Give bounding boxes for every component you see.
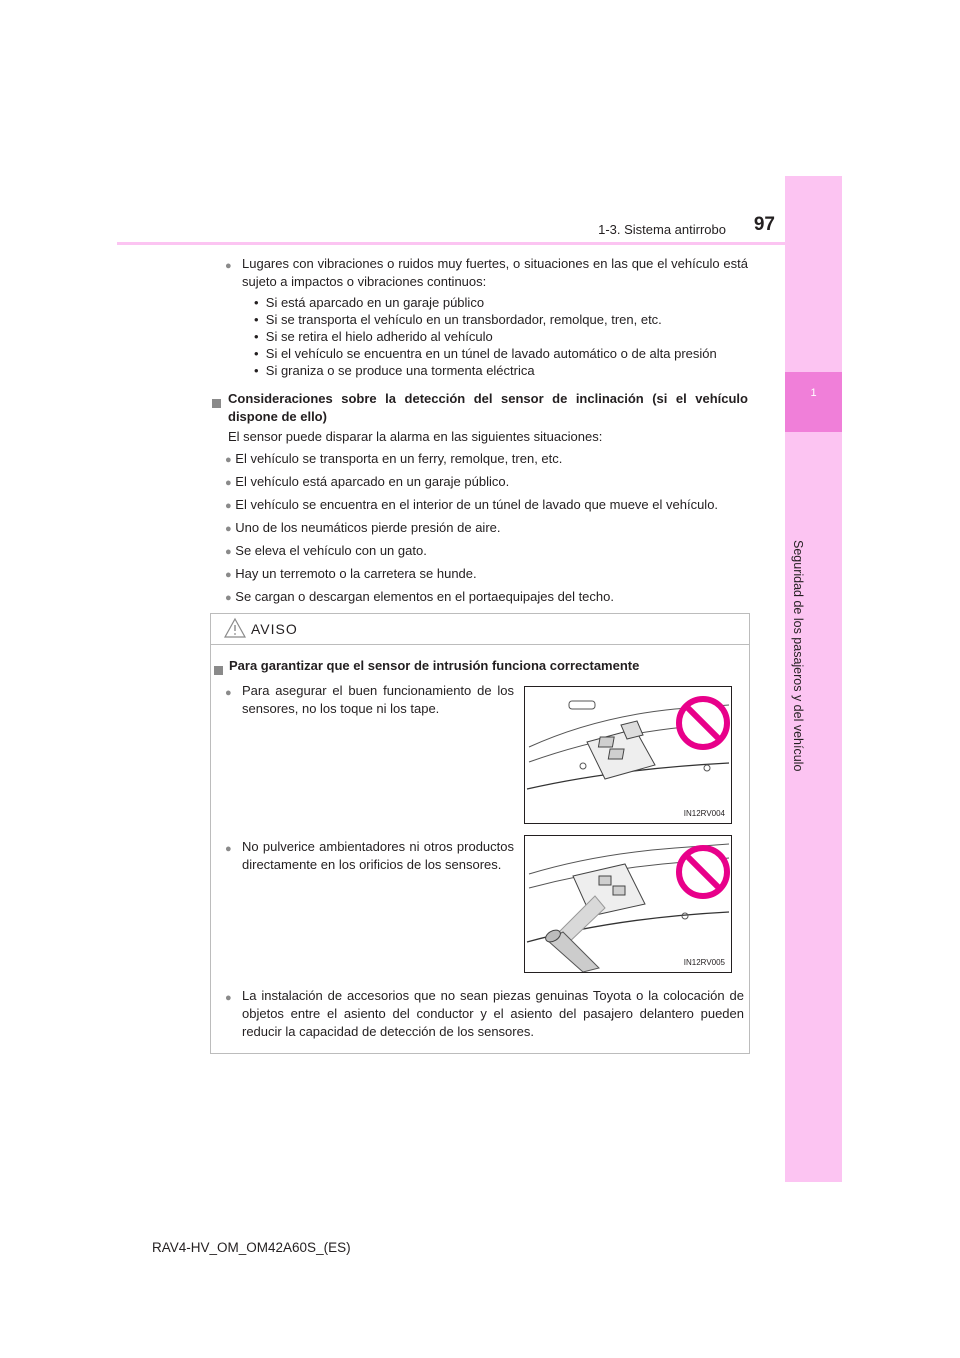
figure-spray: [524, 835, 732, 973]
list-item: • Si está aparcado en un garaje público: [254, 295, 485, 310]
list-item: ● Hay un terremoto o la carretera se hunde.: [225, 566, 477, 581]
heading-square-icon: [212, 395, 221, 413]
chapter-tab: [785, 372, 842, 432]
list-item: ● El vehículo se transporta en un ferry, remolque, tren, etc.: [225, 451, 563, 466]
chapter-number: 1: [810, 387, 817, 399]
sub-list: [254, 294, 754, 379]
prohibition-icon: [675, 695, 731, 751]
list-item: ● Uno de los neumáticos pierde presión de aire.: [225, 520, 501, 535]
list-item: ● Se eleva el vehículo con un gato.: [225, 543, 427, 558]
bullet-icon: ●: [225, 592, 232, 604]
page-number: 97: [753, 214, 775, 235]
list-item: • Si se retira el hielo adherido al vehículo: [254, 329, 493, 344]
bullet-icon: ●: [225, 477, 232, 489]
figure-code: IN12RV004: [683, 809, 725, 818]
bullet-icon: ●: [225, 546, 232, 558]
header-rule: [117, 242, 785, 245]
section-title: 1-3. Sistema antirrobo: [598, 222, 726, 237]
list-item: • Si se transporta el vehículo en un transbordador, remolque, tren, etc.: [254, 312, 662, 327]
warning-title: AVISO: [251, 621, 298, 637]
warning-bullet-3: La instalación de accesorios que no sean piezas genuinas Toyota o la colocación de objetos entre el asiento del conductor y el asiento del pasajero delantero pueden reducir la capacidad de detección de los sensores.: [242, 988, 744, 1039]
tilt-bullet-list: [225, 450, 755, 611]
chapter-title: Seguridad de los pasajeros y del vehículo: [791, 540, 805, 772]
bullet-icon: ●: [225, 843, 232, 855]
document-code: RAV4-HV_OM_OM42A60S_(ES): [152, 1240, 351, 1255]
bullet-icon: ●: [225, 569, 232, 581]
warning-bullet-1: Para asegurar el buen funcionamiento de los sensores, no los toque ni los tape.: [242, 683, 514, 716]
bullet-icon: ●: [225, 454, 232, 466]
figure-code: IN12RV005: [683, 958, 725, 967]
list-item: • Si graniza o se produce una tormenta eléctrica: [254, 363, 535, 378]
list-item: ● El vehículo se encuentra en el interior de un túnel de lavado que mueve el vehículo.: [225, 497, 719, 512]
prohibition-icon: [675, 844, 731, 900]
warning-bullet-2: No pulverice ambientadores ni otros productos directamente en los orificios de los sensores.: [242, 839, 514, 872]
bullet-icon: ●: [225, 523, 232, 535]
tilt-heading: Consideraciones sobre la detección del sensor de inclinación (si el vehículo dispone de ello): [228, 391, 748, 424]
warning-triangle-icon: [224, 617, 246, 644]
warning-divider: [210, 644, 750, 645]
bullet-icon: ●: [225, 992, 232, 1004]
warning-heading: Para garantizar que el sensor de intrusión funciona correctamente: [229, 658, 640, 673]
bullet-icon: ●: [225, 500, 232, 512]
bullet-icon: ●: [225, 687, 232, 699]
list-item: • Si el vehículo se encuentra en un túnel de lavado automático o de alta presión: [254, 346, 717, 361]
tilt-intro: El sensor puede disparar la alarma en las siguientes situaciones:: [228, 429, 603, 444]
intro-bullet-text: Lugares con vibraciones o ruidos muy fuertes, o situaciones en las que el vehículo está sujeto a impactos o vibraciones continuos:: [242, 256, 748, 289]
heading-square-icon: [214, 662, 223, 680]
list-item: ● El vehículo está aparcado en un garaje público.: [225, 474, 510, 489]
figure-sensor-touch: [524, 686, 732, 824]
list-item: ● Se cargan o descargan elementos en el portaequipajes del techo.: [225, 589, 614, 604]
bullet-icon: ●: [225, 260, 232, 272]
